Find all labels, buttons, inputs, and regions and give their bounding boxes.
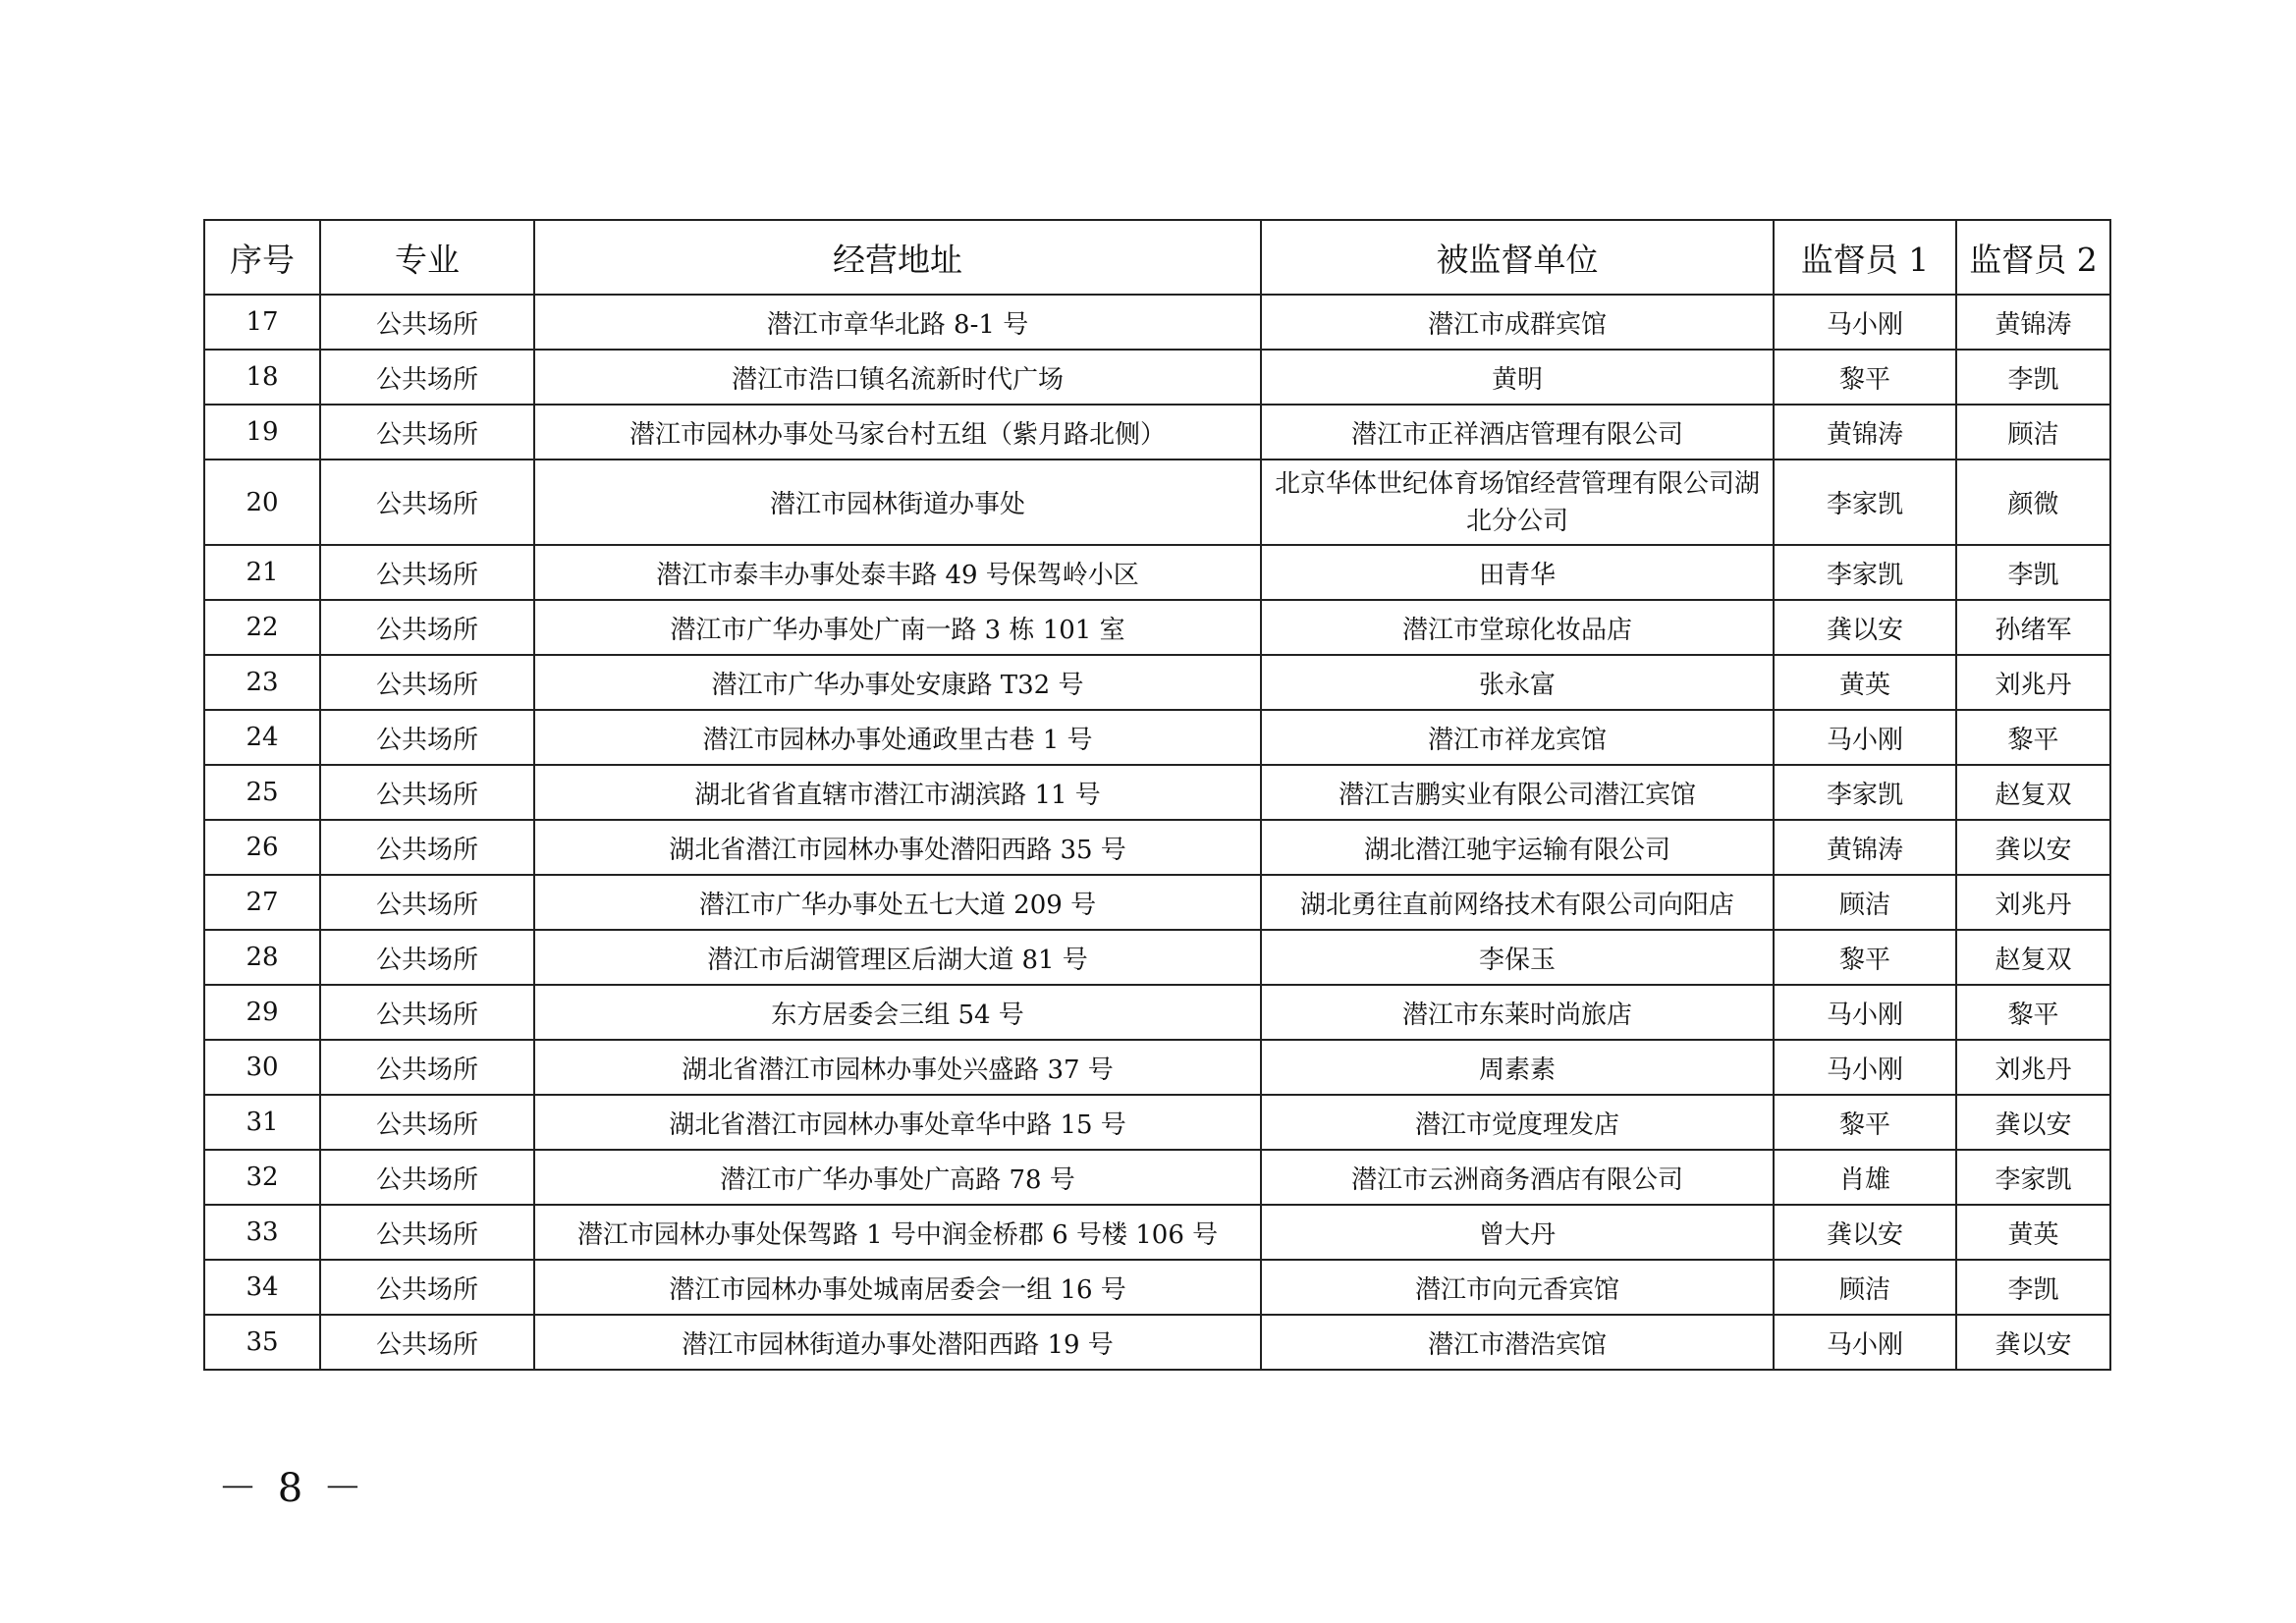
cell-supervised-unit: 潜江市觉度理发店	[1261, 1095, 1774, 1150]
cell-specialty: 公共场所	[320, 1095, 534, 1150]
cell-serial-number: 22	[204, 600, 320, 655]
cell-supervisor-2: 龚以安	[1956, 1095, 2110, 1150]
cell-business-address: 潜江市广华办事处广高路 78 号	[534, 1150, 1261, 1205]
cell-supervisor-1: 顾洁	[1774, 875, 1956, 930]
cell-supervisor-2: 黄锦涛	[1956, 295, 2110, 350]
table-header-row	[204, 220, 2110, 295]
cell-serial-number: 33	[204, 1205, 320, 1260]
cell-supervised-unit: 田青华	[1261, 545, 1774, 600]
cell-supervised-unit: 潜江市潜浩宾馆	[1261, 1315, 1774, 1370]
cell-supervised-unit: 潜江市正祥酒店管理有限公司	[1261, 405, 1774, 460]
cell-supervisor-1: 肖雄	[1774, 1150, 1956, 1205]
table-row	[204, 1150, 2110, 1205]
cell-supervisor-1: 顾洁	[1774, 1260, 1956, 1315]
cell-business-address: 湖北省潜江市园林办事处兴盛路 37 号	[534, 1040, 1261, 1095]
cell-supervisor-2: 赵复双	[1956, 930, 2110, 985]
cell-business-address: 湖北省省直辖市潜江市湖滨路 11 号	[534, 765, 1261, 820]
table-row	[204, 1040, 2110, 1095]
cell-specialty: 公共场所	[320, 820, 534, 875]
cell-serial-number: 35	[204, 1315, 320, 1370]
cell-serial-number: 32	[204, 1150, 320, 1205]
cell-supervisor-1: 黎平	[1774, 930, 1956, 985]
cell-supervised-unit: 潜江市祥龙宾馆	[1261, 710, 1774, 765]
cell-serial-number: 26	[204, 820, 320, 875]
cell-business-address: 潜江市浩口镇名流新时代广场	[534, 350, 1261, 405]
cell-specialty: 公共场所	[320, 600, 534, 655]
cell-supervisor-2: 孙绪军	[1956, 600, 2110, 655]
cell-supervised-unit: 潜江市向元香宾馆	[1261, 1260, 1774, 1315]
cell-supervised-unit: 潜江市成群宾馆	[1261, 295, 1774, 350]
cell-serial-number: 27	[204, 875, 320, 930]
cell-business-address: 潜江市广华办事处五七大道 209 号	[534, 875, 1261, 930]
cell-serial-number: 17	[204, 295, 320, 350]
cell-supervisor-1: 李家凯	[1774, 765, 1956, 820]
cell-supervisor-1: 马小刚	[1774, 985, 1956, 1040]
cell-supervisor-2: 李凯	[1956, 350, 2110, 405]
cell-supervisor-1: 马小刚	[1774, 710, 1956, 765]
table-row	[204, 460, 2110, 545]
cell-specialty: 公共场所	[320, 545, 534, 600]
roster-sheet	[203, 219, 2109, 1371]
cell-specialty: 公共场所	[320, 875, 534, 930]
cell-serial-number: 24	[204, 710, 320, 765]
cell-supervised-unit: 湖北潜江驰宇运输有限公司	[1261, 820, 1774, 875]
cell-supervised-unit: 湖北勇往直前网络技术有限公司向阳店	[1261, 875, 1774, 930]
cell-serial-number: 30	[204, 1040, 320, 1095]
cell-specialty: 公共场所	[320, 1040, 534, 1095]
cell-specialty: 公共场所	[320, 295, 534, 350]
cell-supervisor-1: 黄锦涛	[1774, 820, 1956, 875]
cell-supervisor-2: 李凯	[1956, 1260, 2110, 1315]
cell-supervisor-1: 马小刚	[1774, 295, 1956, 350]
cell-supervisor-2: 黄英	[1956, 1205, 2110, 1260]
cell-business-address: 潜江市广华办事处广南一路 3 栋 101 室	[534, 600, 1261, 655]
cell-supervisor-2: 李凯	[1956, 545, 2110, 600]
table-row	[204, 985, 2110, 1040]
cell-supervisor-1: 马小刚	[1774, 1315, 1956, 1370]
cell-supervised-unit: 周素素	[1261, 1040, 1774, 1095]
cell-specialty: 公共场所	[320, 930, 534, 985]
table-row	[204, 875, 2110, 930]
cell-specialty: 公共场所	[320, 350, 534, 405]
table-row	[204, 1205, 2110, 1260]
supervision-table	[203, 219, 2111, 1371]
cell-supervised-unit: 潜江市云洲商务酒店有限公司	[1261, 1150, 1774, 1205]
cell-supervised-unit: 北京华体世纪体育场馆经营管理有限公司湖北分公司	[1261, 460, 1774, 545]
cell-serial-number: 19	[204, 405, 320, 460]
cell-business-address: 潜江市广华办事处安康路 T32 号	[534, 655, 1261, 710]
cell-supervisor-1: 黎平	[1774, 350, 1956, 405]
cell-supervisor-1: 黄英	[1774, 655, 1956, 710]
cell-supervisor-1: 龚以安	[1774, 1205, 1956, 1260]
header-specialty: 专业	[320, 220, 534, 295]
cell-supervisor-1: 马小刚	[1774, 1040, 1956, 1095]
cell-supervised-unit: 李保玉	[1261, 930, 1774, 985]
table-row	[204, 545, 2110, 600]
header-business-address: 经营地址	[534, 220, 1261, 295]
cell-specialty: 公共场所	[320, 655, 534, 710]
cell-business-address: 湖北省潜江市园林办事处潜阳西路 35 号	[534, 820, 1261, 875]
cell-business-address: 潜江市园林街道办事处	[534, 460, 1261, 545]
cell-business-address: 潜江市园林办事处通政里古巷 1 号	[534, 710, 1261, 765]
cell-supervised-unit: 张永富	[1261, 655, 1774, 710]
cell-specialty: 公共场所	[320, 765, 534, 820]
table-row	[204, 765, 2110, 820]
table-row	[204, 405, 2110, 460]
cell-business-address: 湖北省潜江市园林办事处章华中路 15 号	[534, 1095, 1261, 1150]
cell-business-address: 潜江市章华北路 8-1 号	[534, 295, 1261, 350]
cell-specialty: 公共场所	[320, 1150, 534, 1205]
header-supervisor-2: 监督员 2	[1956, 220, 2110, 295]
cell-supervisor-2: 顾洁	[1956, 405, 2110, 460]
cell-supervised-unit: 黄明	[1261, 350, 1774, 405]
table-row	[204, 600, 2110, 655]
cell-business-address: 潜江市园林办事处城南居委会一组 16 号	[534, 1260, 1261, 1315]
cell-serial-number: 34	[204, 1260, 320, 1315]
cell-business-address: 潜江市园林办事处保驾路 1 号中润金桥郡 6 号楼 106 号	[534, 1205, 1261, 1260]
table-row	[204, 710, 2110, 765]
cell-specialty: 公共场所	[320, 985, 534, 1040]
cell-supervisor-2: 刘兆丹	[1956, 655, 2110, 710]
cell-specialty: 公共场所	[320, 710, 534, 765]
table-row	[204, 350, 2110, 405]
cell-serial-number: 25	[204, 765, 320, 820]
cell-supervisor-2: 黎平	[1956, 985, 2110, 1040]
cell-supervisor-2: 颜微	[1956, 460, 2110, 545]
cell-supervisor-1: 龚以安	[1774, 600, 1956, 655]
cell-supervisor-2: 龚以安	[1956, 1315, 2110, 1370]
cell-serial-number: 29	[204, 985, 320, 1040]
cell-supervisor-2: 刘兆丹	[1956, 875, 2110, 930]
cell-business-address: 潜江市后湖管理区后湖大道 81 号	[534, 930, 1261, 985]
table-row	[204, 655, 2110, 710]
table-row	[204, 1260, 2110, 1315]
cell-supervised-unit: 潜江吉鹏实业有限公司潜江宾馆	[1261, 765, 1774, 820]
cell-serial-number: 28	[204, 930, 320, 985]
cell-specialty: 公共场所	[320, 460, 534, 545]
page-number: － 8 －	[218, 1466, 366, 1511]
cell-business-address: 潜江市园林办事处马家台村五组（紫月路北侧）	[534, 405, 1261, 460]
cell-business-address: 潜江市园林街道办事处潜阳西路 19 号	[534, 1315, 1261, 1370]
cell-serial-number: 31	[204, 1095, 320, 1150]
cell-specialty: 公共场所	[320, 405, 534, 460]
cell-supervisor-1: 黄锦涛	[1774, 405, 1956, 460]
cell-supervisor-1: 黎平	[1774, 1095, 1956, 1150]
cell-serial-number: 20	[204, 460, 320, 545]
cell-business-address: 潜江市泰丰办事处泰丰路 49 号保驾岭小区	[534, 545, 1261, 600]
cell-supervisor-2: 赵复双	[1956, 765, 2110, 820]
header-supervised-unit: 被监督单位	[1261, 220, 1774, 295]
header-supervisor-1: 监督员 1	[1774, 220, 1956, 295]
table-row	[204, 820, 2110, 875]
cell-supervisor-1: 李家凯	[1774, 545, 1956, 600]
table-row	[204, 1095, 2110, 1150]
cell-supervised-unit: 潜江市东莱时尚旅店	[1261, 985, 1774, 1040]
cell-supervisor-2: 龚以安	[1956, 820, 2110, 875]
table-row	[204, 1315, 2110, 1370]
table-row	[204, 295, 2110, 350]
cell-supervisor-2: 黎平	[1956, 710, 2110, 765]
cell-supervised-unit: 潜江市堂琼化妆品店	[1261, 600, 1774, 655]
cell-supervisor-1: 李家凯	[1774, 460, 1956, 545]
cell-supervisor-2: 刘兆丹	[1956, 1040, 2110, 1095]
cell-specialty: 公共场所	[320, 1315, 534, 1370]
cell-specialty: 公共场所	[320, 1205, 534, 1260]
cell-serial-number: 23	[204, 655, 320, 710]
cell-serial-number: 18	[204, 350, 320, 405]
cell-specialty: 公共场所	[320, 1260, 534, 1315]
cell-supervised-unit: 曾大丹	[1261, 1205, 1774, 1260]
cell-serial-number: 21	[204, 545, 320, 600]
cell-business-address: 东方居委会三组 54 号	[534, 985, 1261, 1040]
header-serial-number: 序号	[204, 220, 320, 295]
table-row	[204, 930, 2110, 985]
cell-supervisor-2: 李家凯	[1956, 1150, 2110, 1205]
